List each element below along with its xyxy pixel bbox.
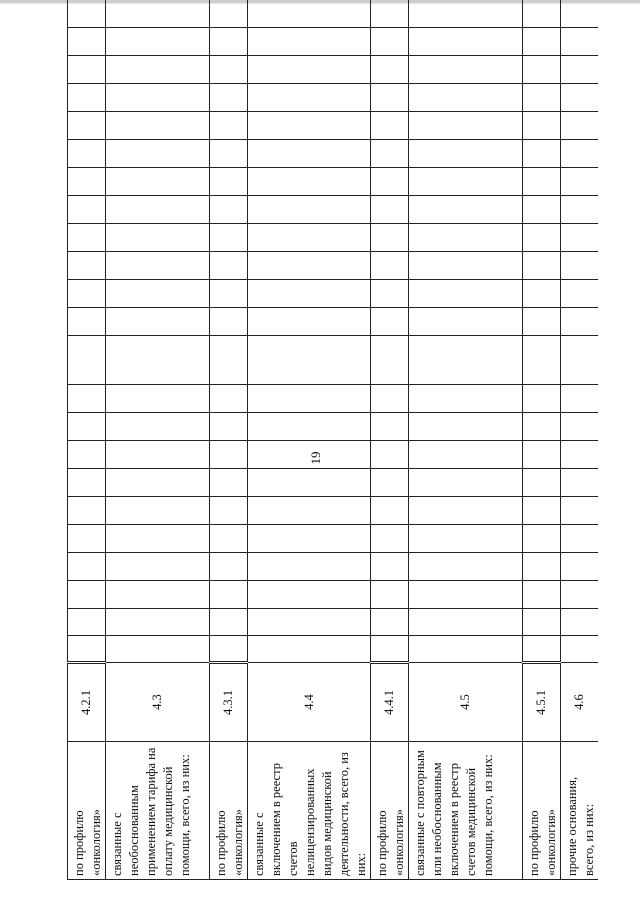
empty-cell (561, 28, 599, 56)
table-row (409, 0, 523, 880)
empty-cell (248, 497, 371, 525)
row-code: 4.6 (561, 663, 599, 742)
empty-cell (106, 112, 210, 140)
empty-cell (106, 469, 210, 497)
table-row (561, 0, 599, 880)
empty-cell (210, 252, 248, 280)
empty-cell (106, 385, 210, 413)
empty-cell (409, 140, 523, 168)
empty-cell (371, 224, 409, 252)
empty-cell (523, 581, 561, 609)
table-row (68, 0, 106, 880)
empty-cell (561, 336, 599, 385)
empty-cell (409, 336, 523, 385)
empty-cell (523, 0, 561, 28)
empty-cell (409, 581, 523, 609)
empty-cell (248, 196, 371, 224)
page-number: 19 (308, 451, 323, 465)
empty-cell (106, 140, 210, 168)
empty-cell (210, 469, 248, 497)
empty-cell (210, 497, 248, 525)
empty-cell (248, 168, 371, 196)
empty-cell (106, 636, 210, 663)
empty-cell (371, 56, 409, 84)
empty-cell (68, 140, 106, 168)
empty-cell (68, 441, 106, 469)
empty-cell (409, 168, 523, 196)
empty-cell (371, 636, 409, 663)
empty-cell (523, 413, 561, 441)
empty-cell (561, 609, 599, 636)
empty-cell (523, 140, 561, 168)
empty-cell (248, 413, 371, 441)
empty-cell (68, 336, 106, 385)
rotated-table-wrapper (67, 0, 596, 880)
empty-cell (371, 196, 409, 224)
empty-cell (68, 609, 106, 636)
empty-cell (68, 308, 106, 336)
empty-cell (106, 525, 210, 553)
empty-cell (210, 56, 248, 84)
row-name: прочие основания, всего, из них: (561, 742, 599, 880)
empty-cell (371, 497, 409, 525)
empty-cell (210, 224, 248, 252)
empty-cell (248, 224, 371, 252)
empty-cell (210, 581, 248, 609)
empty-cell (68, 413, 106, 441)
row-name: связанные с необоснованным применением тарифа на оплату медицинской помощи, всего, из них: (106, 742, 210, 880)
empty-cell (523, 553, 561, 581)
empty-cell (409, 497, 523, 525)
empty-cell (371, 385, 409, 413)
empty-cell (523, 308, 561, 336)
empty-cell (106, 497, 210, 525)
empty-cell (68, 385, 106, 413)
empty-cell (106, 553, 210, 581)
empty-cell (68, 636, 106, 663)
empty-cell (523, 168, 561, 196)
empty-cell (561, 497, 599, 525)
empty-cell (106, 196, 210, 224)
empty-cell (68, 252, 106, 280)
empty-cell (68, 525, 106, 553)
empty-cell (68, 28, 106, 56)
empty-cell (210, 308, 248, 336)
empty-cell (106, 168, 210, 196)
empty-cell (409, 280, 523, 308)
empty-cell (371, 280, 409, 308)
empty-cell (371, 609, 409, 636)
empty-cell (523, 280, 561, 308)
report-table (67, 0, 598, 880)
table-row (523, 0, 561, 880)
empty-cell (248, 280, 371, 308)
empty-cell (523, 196, 561, 224)
empty-cell (210, 413, 248, 441)
empty-cell (523, 469, 561, 497)
empty-cell (210, 0, 248, 28)
empty-cell (106, 441, 210, 469)
row-name: по профилю «онкология» (68, 742, 106, 880)
empty-cell (106, 336, 210, 385)
row-name: связанные с повторным или необоснованным включением в реестр счетов медицинской помощи, всего, из них: (409, 742, 523, 880)
empty-cell (248, 385, 371, 413)
row-code: 4.5 (409, 663, 523, 742)
empty-cell (248, 308, 371, 336)
empty-cell (106, 84, 210, 112)
empty-cell (248, 469, 371, 497)
empty-cell (371, 525, 409, 553)
empty-cell (248, 252, 371, 280)
empty-cell (210, 84, 248, 112)
empty-cell (106, 609, 210, 636)
empty-cell (561, 196, 599, 224)
empty-cell (409, 308, 523, 336)
empty-cell (248, 525, 371, 553)
empty-cell (248, 84, 371, 112)
empty-cell (409, 224, 523, 252)
table-row (248, 0, 371, 880)
empty-cell (248, 112, 371, 140)
empty-cell (371, 441, 409, 469)
empty-cell (371, 252, 409, 280)
empty-cell (409, 525, 523, 553)
empty-cell (523, 336, 561, 385)
empty-cell (106, 56, 210, 84)
empty-cell (68, 168, 106, 196)
empty-cell (210, 553, 248, 581)
empty-cell (106, 0, 210, 28)
empty-cell (561, 252, 599, 280)
empty-cell (210, 196, 248, 224)
row-code: 4.2.1 (68, 663, 106, 742)
empty-cell (409, 28, 523, 56)
empty-cell (106, 252, 210, 280)
empty-cell (561, 0, 599, 28)
table-row (210, 0, 248, 880)
empty-cell (561, 385, 599, 413)
empty-cell (68, 0, 106, 28)
empty-cell (409, 413, 523, 441)
empty-cell (248, 140, 371, 168)
empty-cell (68, 497, 106, 525)
empty-cell (371, 168, 409, 196)
empty-cell (210, 441, 248, 469)
empty-cell (371, 84, 409, 112)
empty-cell (371, 413, 409, 441)
empty-cell (371, 581, 409, 609)
empty-cell (409, 56, 523, 84)
empty-cell (371, 469, 409, 497)
empty-cell (371, 336, 409, 385)
empty-cell (409, 112, 523, 140)
empty-cell (210, 525, 248, 553)
empty-cell (523, 636, 561, 663)
empty-cell (561, 84, 599, 112)
table-row (371, 0, 409, 880)
empty-cell (68, 469, 106, 497)
empty-cell (561, 581, 599, 609)
row-code: 4.4 (248, 663, 371, 742)
row-code: 4.5.1 (523, 663, 561, 742)
empty-cell (409, 553, 523, 581)
empty-cell (371, 0, 409, 28)
empty-cell (68, 112, 106, 140)
empty-cell (409, 636, 523, 663)
empty-cell (68, 224, 106, 252)
empty-cell (68, 581, 106, 609)
empty-cell (210, 636, 248, 663)
empty-cell (68, 280, 106, 308)
empty-cell (371, 28, 409, 56)
empty-cell (409, 252, 523, 280)
empty-cell (210, 609, 248, 636)
empty-cell (523, 609, 561, 636)
empty-cell (248, 28, 371, 56)
empty-cell (68, 553, 106, 581)
empty-cell (561, 636, 599, 663)
row-code: 4.3 (106, 663, 210, 742)
empty-cell (106, 308, 210, 336)
empty-cell (248, 581, 371, 609)
empty-cell (523, 28, 561, 56)
empty-cell (371, 308, 409, 336)
empty-cell (523, 84, 561, 112)
empty-cell (561, 441, 599, 469)
empty-cell (68, 196, 106, 224)
empty-cell (561, 525, 599, 553)
empty-cell (523, 441, 561, 469)
empty-cell (106, 280, 210, 308)
empty-cell (409, 84, 523, 112)
empty-cell (106, 28, 210, 56)
empty-cell (68, 84, 106, 112)
empty-cell (248, 636, 371, 663)
empty-cell (561, 224, 599, 252)
row-name: связанные с включением в реестр счетов нелицензированных видов медицинской деятельности, всего, из них: (248, 742, 371, 880)
empty-cell (210, 336, 248, 385)
empty-cell (210, 385, 248, 413)
table-row (106, 0, 210, 880)
empty-cell (210, 112, 248, 140)
empty-cell (210, 168, 248, 196)
empty-cell (409, 385, 523, 413)
empty-cell (210, 28, 248, 56)
row-name: по профилю «онкология» (210, 742, 248, 880)
empty-cell (561, 112, 599, 140)
empty-cell (106, 413, 210, 441)
empty-cell (561, 308, 599, 336)
empty-cell (248, 0, 371, 28)
empty-cell (561, 553, 599, 581)
empty-cell (561, 280, 599, 308)
empty-cell (106, 224, 210, 252)
row-code: 4.3.1 (210, 663, 248, 742)
empty-cell (210, 140, 248, 168)
row-name: по профилю «онкология» (371, 742, 409, 880)
empty-cell (248, 441, 371, 469)
empty-cell (409, 609, 523, 636)
empty-cell (248, 553, 371, 581)
empty-cell (561, 469, 599, 497)
empty-cell (409, 0, 523, 28)
empty-cell (409, 469, 523, 497)
empty-cell (523, 112, 561, 140)
empty-cell (371, 140, 409, 168)
empty-cell (561, 140, 599, 168)
row-name: по профилю «онкология» (523, 742, 561, 880)
empty-cell (523, 252, 561, 280)
row-code: 4.4.1 (371, 663, 409, 742)
empty-cell (68, 56, 106, 84)
empty-cell (561, 413, 599, 441)
empty-cell (523, 224, 561, 252)
empty-cell (248, 336, 371, 385)
empty-cell (248, 609, 371, 636)
empty-cell (210, 280, 248, 308)
empty-cell (371, 553, 409, 581)
empty-cell (248, 56, 371, 84)
empty-cell (409, 441, 523, 469)
empty-cell (561, 56, 599, 84)
empty-cell (523, 385, 561, 413)
empty-cell (523, 497, 561, 525)
empty-cell (523, 56, 561, 84)
empty-cell (371, 112, 409, 140)
empty-cell (523, 525, 561, 553)
empty-cell (409, 196, 523, 224)
empty-cell (561, 168, 599, 196)
empty-cell (106, 581, 210, 609)
